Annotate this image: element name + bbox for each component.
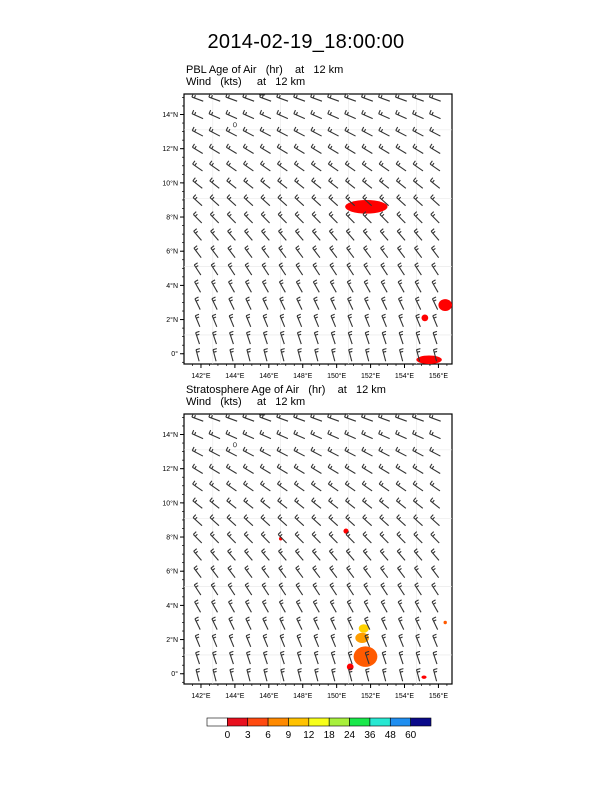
colorbar-swatch bbox=[370, 718, 390, 726]
y-tick-label: 10°N bbox=[162, 500, 178, 508]
x-tick-label: 146°E bbox=[259, 373, 279, 380]
y-tick-label: 2°N bbox=[166, 637, 178, 645]
colorbar-label: 48 bbox=[384, 730, 396, 741]
colorbar-swatch bbox=[411, 718, 431, 726]
colorbar-swatch bbox=[288, 718, 308, 726]
x-tick-label: 150°E bbox=[327, 373, 347, 380]
x-tick-label: 148°E bbox=[293, 373, 313, 380]
x-tick-label: 154°E bbox=[394, 373, 415, 380]
x-tick-label: 156°E bbox=[428, 693, 449, 700]
colorbar-label: 6 bbox=[265, 730, 271, 741]
y-tick-label: 12°N bbox=[162, 146, 178, 154]
x-tick-label: 144°E bbox=[225, 373, 245, 380]
panel1-title: PBL Age of Air (hr) at 12 km bbox=[186, 64, 344, 76]
y-tick-label: 14°N bbox=[162, 112, 178, 120]
x-tick-label: 152°E bbox=[361, 373, 381, 380]
colorbar-swatch bbox=[207, 718, 227, 726]
y-tick-label: 8°N bbox=[166, 214, 178, 222]
x-tick-label: 142°E bbox=[191, 693, 211, 700]
y-tick-label: 14°N bbox=[162, 432, 178, 440]
page-title: 2014-02-19_18:00:00 bbox=[207, 31, 405, 53]
colorbar-swatch bbox=[329, 718, 349, 726]
panel2-title: Stratosphere Age of Air (hr) at 12 km bbox=[186, 384, 386, 396]
colorbar-swatch bbox=[390, 718, 410, 726]
colorbar-swatch bbox=[268, 718, 288, 726]
colorbar-swatch bbox=[309, 718, 329, 726]
colorbar-label: 0 bbox=[224, 730, 231, 741]
x-tick-label: 154°E bbox=[394, 693, 415, 700]
colorbar-label: 9 bbox=[285, 730, 292, 741]
colorbar-label: 60 bbox=[405, 730, 417, 741]
x-tick-label: 148°E bbox=[293, 693, 313, 700]
x-tick-label: 144°E bbox=[225, 693, 245, 700]
y-tick-label: 4°N bbox=[166, 282, 178, 290]
colorbar-swatch bbox=[248, 718, 268, 726]
y-tick-label: 6°N bbox=[166, 248, 178, 256]
y-tick-label: 0° bbox=[171, 351, 178, 359]
x-tick-label: 142°E bbox=[191, 373, 211, 380]
y-tick-label: 6°N bbox=[166, 568, 178, 576]
colorbar-swatch bbox=[227, 718, 247, 726]
y-tick-label: 10°N bbox=[162, 180, 178, 188]
y-tick-label: 0° bbox=[171, 671, 178, 679]
colorbar-swatch bbox=[350, 718, 370, 726]
colorbar-label: 3 bbox=[244, 730, 251, 741]
colorbar-label: 36 bbox=[364, 730, 376, 741]
panel2-subtitle: Wind (kts) at 12 km bbox=[186, 396, 306, 408]
x-tick-label: 146°E bbox=[259, 693, 279, 700]
y-tick-label: 8°N bbox=[166, 534, 178, 542]
x-tick-label: 152°E bbox=[361, 693, 381, 700]
x-tick-label: 150°E bbox=[327, 693, 347, 700]
panel1-subtitle: Wind (kts) at 12 km bbox=[186, 76, 306, 88]
colorbar-label: 12 bbox=[303, 730, 315, 741]
x-tick-label: 156°E bbox=[428, 373, 449, 380]
y-tick-label: 2°N bbox=[166, 317, 178, 325]
y-tick-label: 12°N bbox=[162, 466, 178, 474]
colorbar-label: 18 bbox=[323, 730, 335, 741]
colorbar-label: 24 bbox=[343, 730, 356, 741]
y-tick-label: 4°N bbox=[166, 602, 178, 610]
